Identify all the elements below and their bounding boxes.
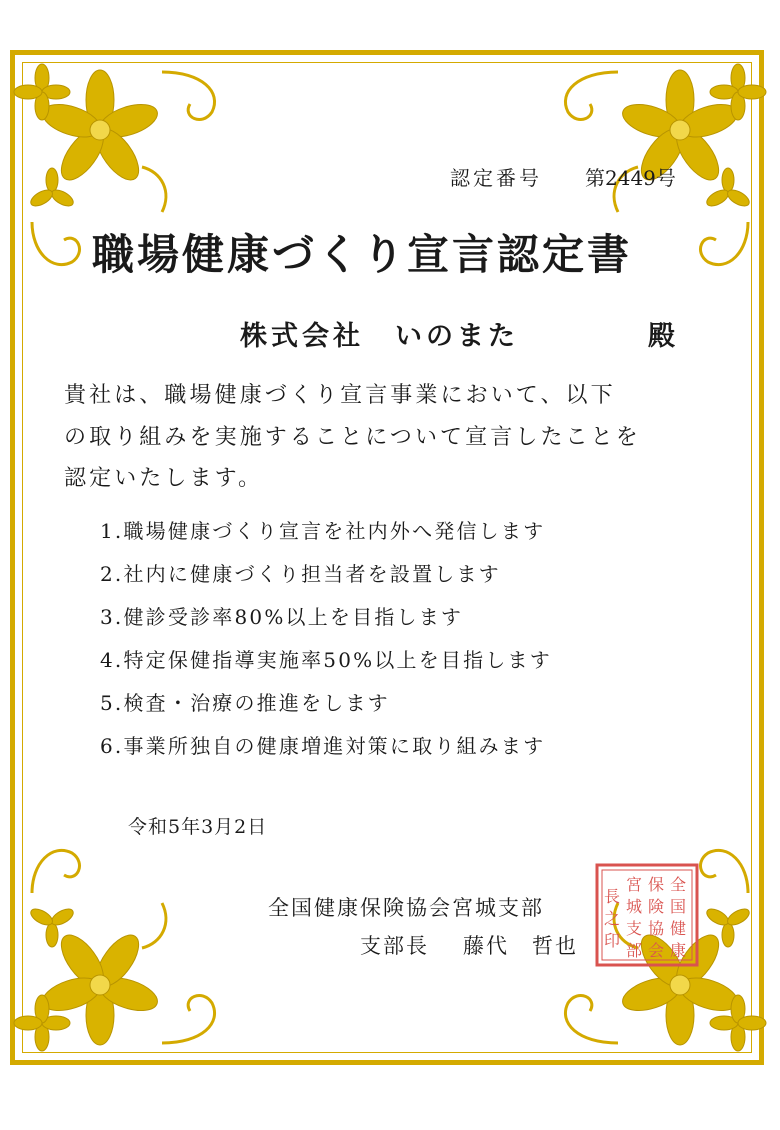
corner-flower-ornament-bottom-left — [12, 833, 242, 1063]
recipient-name: 株式会社 いのまた — [240, 321, 519, 352]
svg-text:印: 印 — [603, 931, 621, 950]
svg-text:険: 険 — [647, 897, 665, 916]
signer-title: 支部長 — [360, 934, 429, 958]
issue-date: 令和5年3月2日 — [128, 816, 268, 838]
declaration-item: 5.検査・治療の推進をします — [100, 691, 390, 715]
svg-text:宮: 宮 — [625, 875, 643, 894]
svg-text:健: 健 — [669, 919, 687, 938]
svg-text:全: 全 — [669, 875, 687, 894]
body-line: 認定いたします。 — [64, 466, 264, 491]
svg-text:国: 国 — [669, 897, 687, 916]
svg-text:部: 部 — [625, 941, 643, 960]
official-seal-stamp — [594, 862, 700, 968]
svg-text:康: 康 — [669, 941, 687, 960]
declaration-item: 3.健診受診率80%以上を目指します — [100, 605, 464, 629]
body-line: の取り組みを実施することについて宣言したことを — [64, 425, 641, 450]
certificate-number-label: 認定番号 — [450, 166, 542, 190]
declaration-item: 2.社内に健康づくり担当者を設置します — [100, 562, 501, 586]
svg-text:長: 長 — [603, 887, 621, 906]
recipient-honorific: 殿 — [648, 321, 675, 352]
svg-text:支: 支 — [625, 919, 643, 938]
svg-text:之: 之 — [603, 909, 621, 928]
svg-text:城: 城 — [625, 897, 643, 916]
certificate-title: 職場健康づくり宣言認定書 — [92, 230, 633, 279]
svg-text:協: 協 — [647, 919, 665, 938]
declaration-item: 4.特定保健指導実施率50%以上を目指します — [100, 648, 552, 672]
svg-text:会: 会 — [647, 941, 665, 960]
body-line: 貴社は、職場健康づくり宣言事業において、以下 — [64, 383, 616, 408]
issuer-organization: 全国健康保険協会宮城支部 — [268, 896, 544, 920]
declaration-item: 1.職場健康づくり宣言を社内外へ発信します — [100, 519, 546, 543]
svg-text:保: 保 — [647, 875, 665, 894]
declaration-item: 6.事業所独自の健康増進対策に取り組みます — [100, 734, 546, 758]
certificate-number-value: 第2449号 — [585, 166, 676, 190]
signer-name: 藤代 哲也 — [463, 934, 578, 958]
